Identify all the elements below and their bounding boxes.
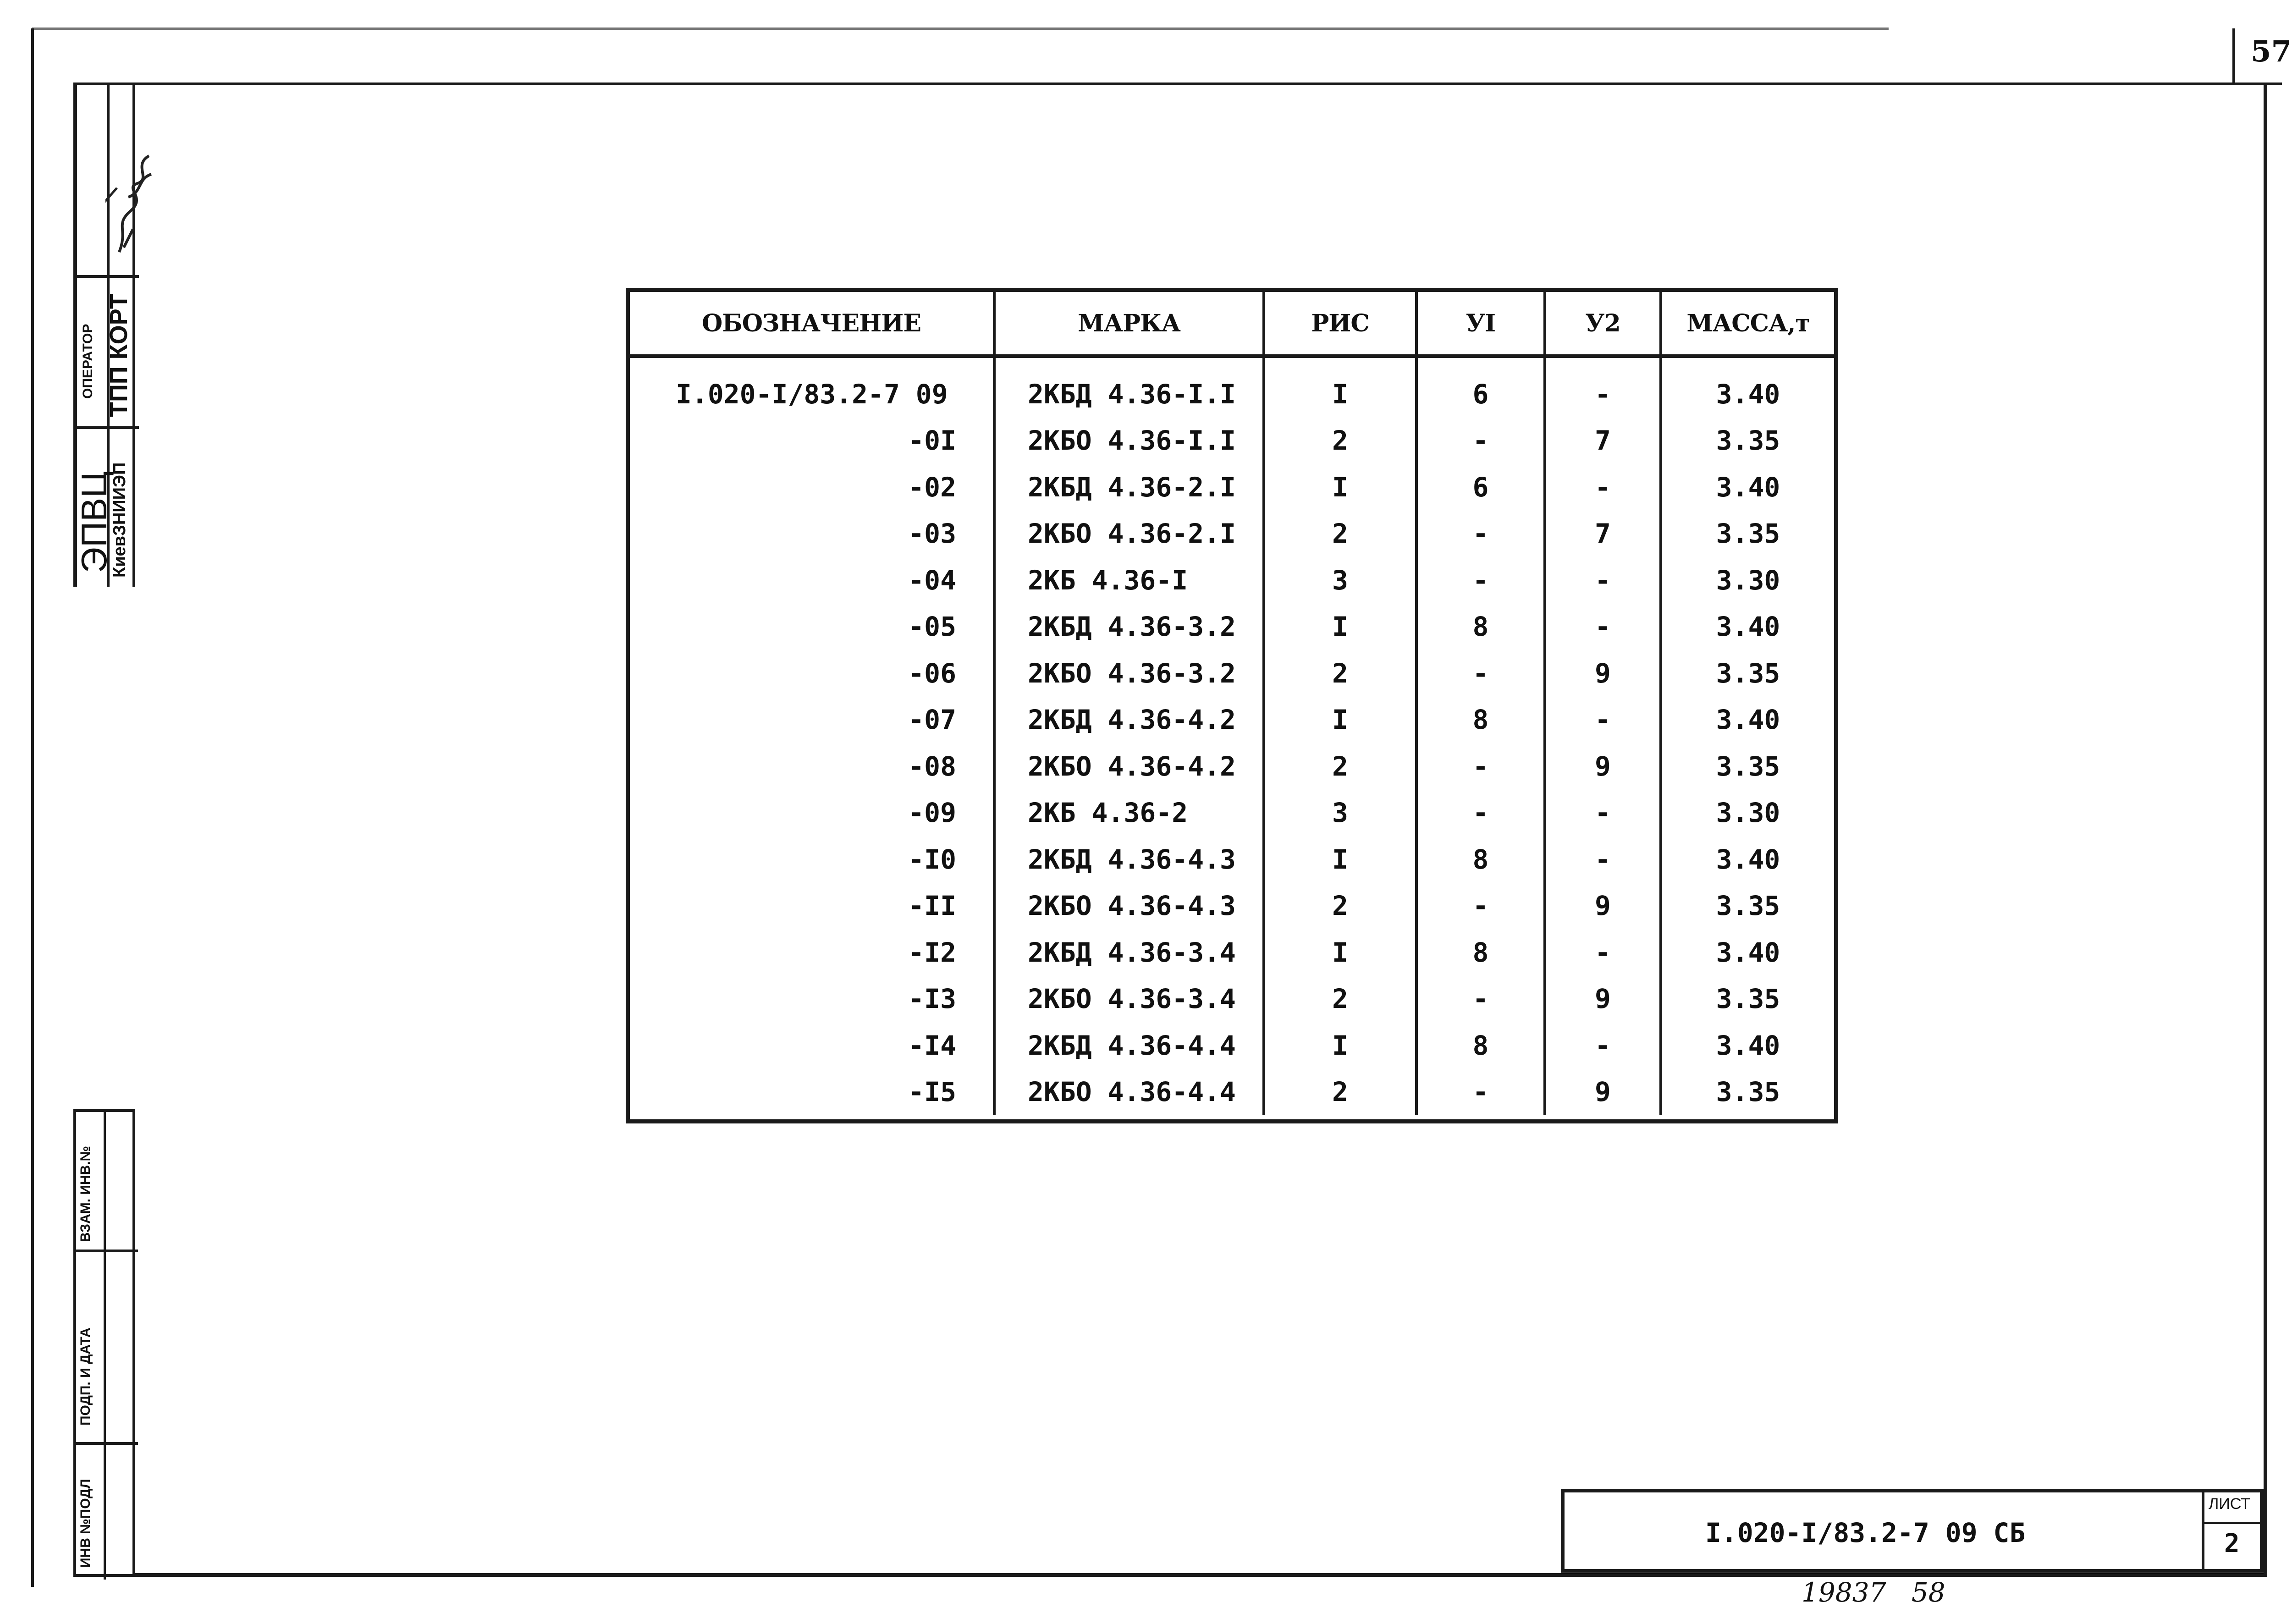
cell-u1: 8 bbox=[1416, 697, 1545, 743]
header-mass: МАССА,т bbox=[1661, 292, 1834, 356]
cell-fig: I bbox=[1264, 1022, 1416, 1069]
cell-fig: 2 bbox=[1264, 743, 1416, 790]
header-u1: УI bbox=[1416, 292, 1545, 356]
sign-date-label: ПОДП. И ДАТА bbox=[78, 1327, 93, 1426]
footer-handwritten-number: 19837 58 bbox=[1802, 1577, 1945, 1608]
header-fig: РИС bbox=[1264, 292, 1416, 356]
cell-u1: 6 bbox=[1416, 464, 1545, 511]
table-row bbox=[630, 1069, 1834, 1116]
cell-u2: 9 bbox=[1545, 650, 1661, 697]
cell-designation: -0I bbox=[630, 418, 994, 464]
inner-frame-bottom bbox=[133, 1573, 2264, 1577]
cell-mass: 3.35 bbox=[1716, 983, 1780, 1015]
cell-fig: 3 bbox=[1264, 557, 1416, 604]
cell-fig: 2 bbox=[1264, 883, 1416, 930]
cell-u2: - bbox=[1545, 836, 1661, 883]
cell-mass: 3.35 bbox=[1716, 1076, 1780, 1108]
cell-mark: 2КБД 4.36-4.3 bbox=[994, 836, 1264, 883]
cell-designation: -I3 bbox=[630, 976, 994, 1023]
cell-mass: 3.30 bbox=[1716, 797, 1780, 829]
cell-fig: 2 bbox=[1264, 650, 1416, 697]
cell-fig: 3 bbox=[1264, 790, 1416, 837]
cell-u2: 7 bbox=[1545, 418, 1661, 464]
cell-u2: 9 bbox=[1545, 976, 1661, 1023]
spec-table-grid bbox=[630, 292, 1834, 1115]
cell-mass: 3.40 bbox=[1716, 843, 1780, 875]
cell-u2: - bbox=[1545, 604, 1661, 650]
cell-mark: 2КБД 4.36-2.I bbox=[994, 464, 1264, 511]
cell-mark: 2КБД 4.36-4.2 bbox=[994, 697, 1264, 743]
cell-u2: - bbox=[1545, 790, 1661, 837]
cell-u2: 9 bbox=[1545, 883, 1661, 930]
cell-mass: 3.35 bbox=[1716, 750, 1780, 782]
cell-mark: 2КБ 4.36-I bbox=[994, 557, 1264, 604]
doc-code: I.020-I/83.2-7 09 СБ bbox=[1705, 1517, 2026, 1548]
table-row bbox=[630, 356, 1834, 418]
table-row bbox=[630, 557, 1834, 604]
cell-mark: 2КБО 4.36-4.2 bbox=[994, 743, 1264, 790]
table-row bbox=[630, 929, 1834, 976]
cell-u1: - bbox=[1416, 1069, 1545, 1116]
left-edge-line bbox=[31, 28, 34, 1587]
table-row bbox=[630, 743, 1834, 790]
table-header-row bbox=[630, 292, 1834, 356]
cell-u1: - bbox=[1416, 976, 1545, 1023]
cell-mass: 3.35 bbox=[1716, 518, 1780, 550]
cell-mark: 2КБО 4.36-3.4 bbox=[994, 976, 1264, 1023]
inv-orig-label: ИНВ №ПОДЛ bbox=[78, 1479, 93, 1568]
cell-u2: 9 bbox=[1545, 1069, 1661, 1116]
top-edge-line bbox=[32, 28, 1889, 30]
cell-fig: 2 bbox=[1264, 511, 1416, 557]
cell-designation: -02 bbox=[630, 464, 994, 511]
table-body bbox=[630, 356, 1834, 1115]
cell-mark: 2КБ 4.36-2 bbox=[994, 790, 1264, 837]
cell-mass: 3.40 bbox=[1716, 611, 1780, 643]
cell-designation: I.020-I/83.2-7 09 bbox=[630, 356, 994, 418]
top-sheet-number: 57 bbox=[2251, 34, 2292, 69]
header-designation: ОБОЗНАЧЕНИЕ bbox=[630, 292, 994, 356]
cell-mark: 2КБД 4.36-3.2 bbox=[994, 604, 1264, 650]
cell-fig: 2 bbox=[1264, 418, 1416, 464]
table-row bbox=[630, 790, 1834, 837]
cell-u2: - bbox=[1545, 557, 1661, 604]
cell-mass: 3.40 bbox=[1716, 704, 1780, 736]
cell-designation: -06 bbox=[630, 650, 994, 697]
table-row bbox=[630, 1022, 1834, 1069]
inner-frame-right bbox=[2264, 83, 2267, 1577]
cell-mark: 2КБО 4.36-4.3 bbox=[994, 883, 1264, 930]
cell-fig: I bbox=[1264, 697, 1416, 743]
cell-designation: -I5 bbox=[630, 1069, 994, 1116]
epvc-label: ЭПВЦ bbox=[74, 471, 114, 573]
table-row bbox=[630, 511, 1834, 557]
cell-fig: I bbox=[1264, 604, 1416, 650]
cell-u1: - bbox=[1416, 557, 1545, 604]
cell-u2: - bbox=[1545, 929, 1661, 976]
cell-mass: 3.35 bbox=[1716, 425, 1780, 457]
cell-mark: 2КБО 4.36-4.4 bbox=[994, 1069, 1264, 1116]
cell-mass: 3.30 bbox=[1716, 564, 1780, 596]
table-row bbox=[630, 418, 1834, 464]
tpp-kort-label: ТПП КОРТ bbox=[105, 294, 132, 417]
kiev-label: КиевЗНИИЭП bbox=[110, 462, 129, 578]
sheet-label: ЛИСТ bbox=[2209, 1495, 2250, 1513]
cell-u1: - bbox=[1416, 418, 1545, 464]
cell-u1: - bbox=[1416, 790, 1545, 837]
table-row bbox=[630, 836, 1834, 883]
cell-u1: - bbox=[1416, 511, 1545, 557]
header-u2: У2 bbox=[1545, 292, 1661, 356]
cell-u1: 8 bbox=[1416, 604, 1545, 650]
cell-mark: 2КБО 4.36-3.2 bbox=[994, 650, 1264, 697]
cell-u1: 8 bbox=[1416, 929, 1545, 976]
cell-fig: I bbox=[1264, 836, 1416, 883]
cell-fig: 2 bbox=[1264, 1069, 1416, 1116]
cell-designation: -05 bbox=[630, 604, 994, 650]
cell-fig: I bbox=[1264, 929, 1416, 976]
table-row bbox=[630, 697, 1834, 743]
cell-designation: -07 bbox=[630, 697, 994, 743]
cell-mass: 3.40 bbox=[1716, 378, 1780, 410]
operator-signature bbox=[105, 138, 170, 266]
cell-mark: 2КБО 4.36-I.I bbox=[994, 418, 1264, 464]
cell-u2: - bbox=[1545, 464, 1661, 511]
cell-mark: 2КБД 4.36-4.4 bbox=[994, 1022, 1264, 1069]
cell-mass: 3.40 bbox=[1716, 936, 1780, 968]
cell-u1: - bbox=[1416, 883, 1545, 930]
cell-u1: 8 bbox=[1416, 836, 1545, 883]
cell-designation: -I0 bbox=[630, 836, 994, 883]
cell-designation: -08 bbox=[630, 743, 994, 790]
cell-mark: 2КБО 4.36-2.I bbox=[994, 511, 1264, 557]
specification-table bbox=[626, 288, 1838, 1123]
cell-mass: 3.35 bbox=[1716, 890, 1780, 922]
inner-frame-top bbox=[77, 83, 2282, 85]
cell-u2: - bbox=[1545, 1022, 1661, 1069]
cell-u1: - bbox=[1416, 743, 1545, 790]
table-row bbox=[630, 883, 1834, 930]
sheet-value: 2 bbox=[2224, 1529, 2240, 1558]
table-row bbox=[630, 976, 1834, 1023]
table-row bbox=[630, 650, 1834, 697]
cell-designation: -I2 bbox=[630, 929, 994, 976]
cell-u2: - bbox=[1545, 356, 1661, 418]
cell-u2: 9 bbox=[1545, 743, 1661, 790]
cell-u2: 7 bbox=[1545, 511, 1661, 557]
cell-designation: -03 bbox=[630, 511, 994, 557]
cell-fig: 2 bbox=[1264, 976, 1416, 1023]
operator-label: ОПЕРАТОР bbox=[80, 324, 95, 399]
cell-u1: - bbox=[1416, 650, 1545, 697]
cell-u1: 8 bbox=[1416, 1022, 1545, 1069]
cell-mass: 3.35 bbox=[1716, 657, 1780, 689]
table-row bbox=[630, 604, 1834, 650]
cell-designation: -II bbox=[630, 883, 994, 930]
cell-mass: 3.40 bbox=[1716, 471, 1780, 503]
table-row bbox=[630, 464, 1834, 511]
cell-mark: 2КБД 4.36-I.I bbox=[994, 356, 1264, 418]
inv-replace-label: ВЗАМ. ИНВ.№ bbox=[78, 1145, 93, 1242]
cell-fig: I bbox=[1264, 464, 1416, 511]
cell-mass: 3.40 bbox=[1716, 1029, 1780, 1061]
cell-designation: -I4 bbox=[630, 1022, 994, 1069]
cell-u1: 6 bbox=[1416, 356, 1545, 418]
cell-designation: -04 bbox=[630, 557, 994, 604]
cell-u2: - bbox=[1545, 697, 1661, 743]
cell-designation: -09 bbox=[630, 790, 994, 837]
cell-mark: 2КБД 4.36-3.4 bbox=[994, 929, 1264, 976]
header-mark: МАРКА bbox=[994, 292, 1264, 356]
cell-fig: I bbox=[1264, 356, 1416, 418]
